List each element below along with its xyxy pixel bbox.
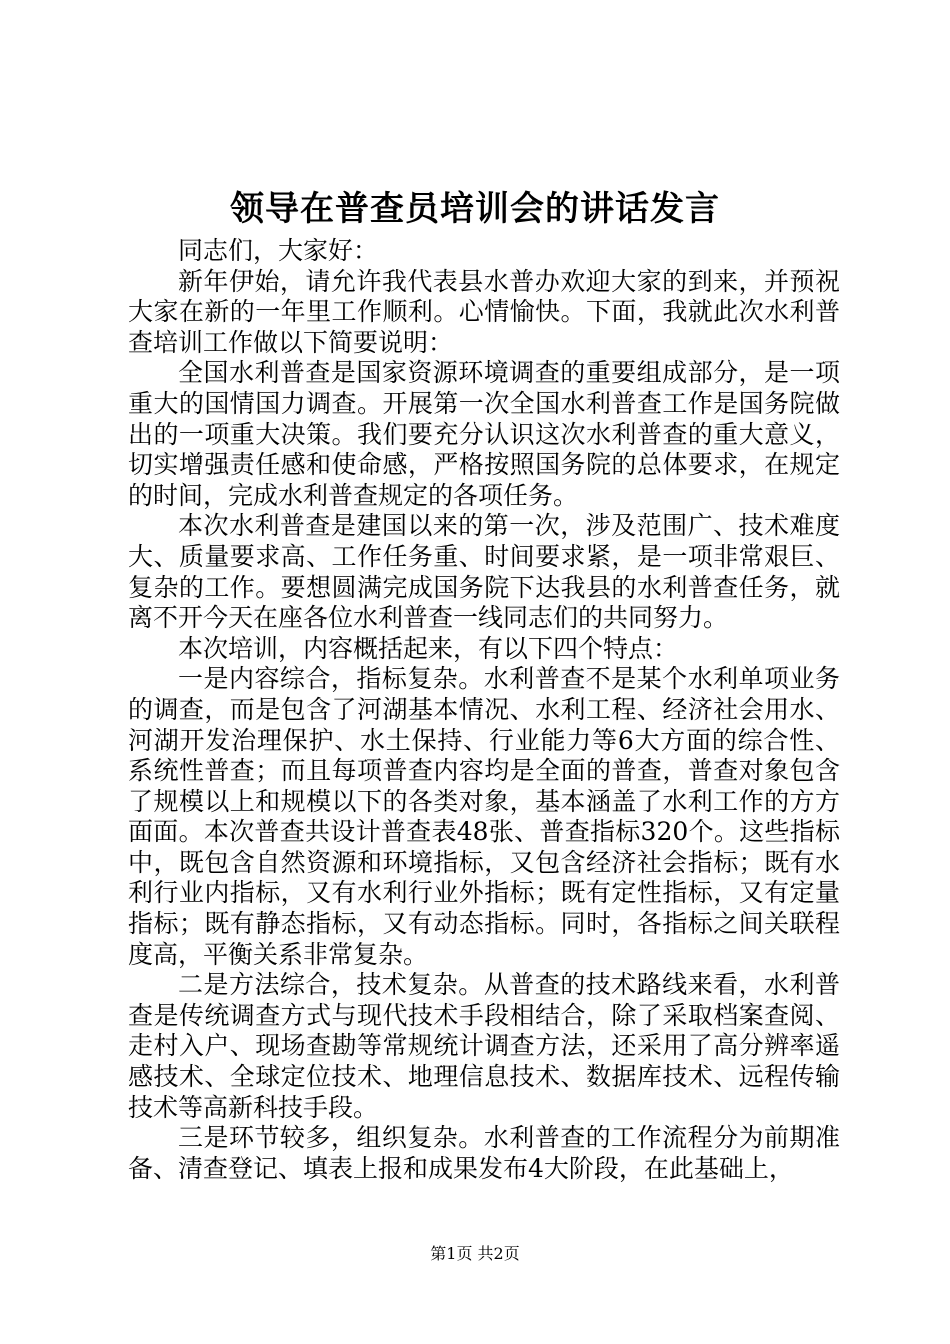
document-body	[128, 236, 840, 1184]
paragraph-significance: 全国水利普查是国家资源环境调查的重要组成部分，是一项重大的国情国力调查。开展第一次全国水利普查工作是国务院做出的一项重大决策。我们要充分认识这次水利普查的重大意义，切实增强责任感和使命感，严格按照国务院的总体要求，在规定的时间，完成水利普查规定的各项任务。	[128, 358, 840, 510]
paragraph-feature-two: 二是方法综合，技术复杂。从普查的技术路线来看，水利普查是传统调查方式与现代技术手段相结合，除了采取档案查阅、走村入户、现场查勘等常规统计调查方法，还采用了高分辨率遥感技术、全球定位技术、地理信息技术、数据库技术、远程传输技术等高新科技手段。	[128, 970, 840, 1122]
paragraph-greeting: 同志们，大家好：	[178, 236, 379, 265]
page-number-footer: 第1页 共2页	[430, 1244, 520, 1263]
document-title: 领导在普查员培训会的讲话发言	[230, 189, 720, 229]
paragraph-feature-one: 一是内容综合，指标复杂。水利普查不是某个水利单项业务的调查，而是包含了河湖基本情况、水利工程、经济社会用水、河湖开发治理保护、水土保持、行业能力等6大方面的综合性、系统性普查；而且每项普查内容均是全面的普查，普查对象包含了规模以上和规模以下的各类对象，基本涵盖了水利工作的方方面面。本次普查共设计普查表48张、普查指标320个。这些指标中，既包含自然资源和环境指标，又包含经济社会指标；既有水利行业内指标，又有水利行业外指标；既有定性指标，又有定量指标；既有静态指标，又有动态指标。同时，各指标之间关联程度高，平衡关系非常复杂。	[128, 664, 840, 969]
paragraph-feature-three: 三是环节较多，组织复杂。水利普查的工作流程分为前期准备、清查登记、填表上报和成果发布4大阶段，在此基础上，	[128, 1123, 840, 1183]
paragraph-training-features-intro: 本次培训，内容概括起来，有以下四个特点：	[178, 633, 679, 663]
paragraph-welcome: 新年伊始，请允许我代表县水普办欢迎大家的到来，并预祝大家在新的一年里工作顺利。心情愉快。下面，我就此次水利普查培训工作做以下简要说明：	[128, 266, 840, 357]
paragraph-difficulty: 本次水利普查是建国以来的第一次，涉及范围广、技术难度大、质量要求高、工作任务重、时间要求紧，是一项非常艰巨、复杂的工作。要想圆满完成国务院下达我县的水利普查任务，就离不开今天在座各位水利普查一线同志们的共同努力。	[128, 511, 840, 633]
